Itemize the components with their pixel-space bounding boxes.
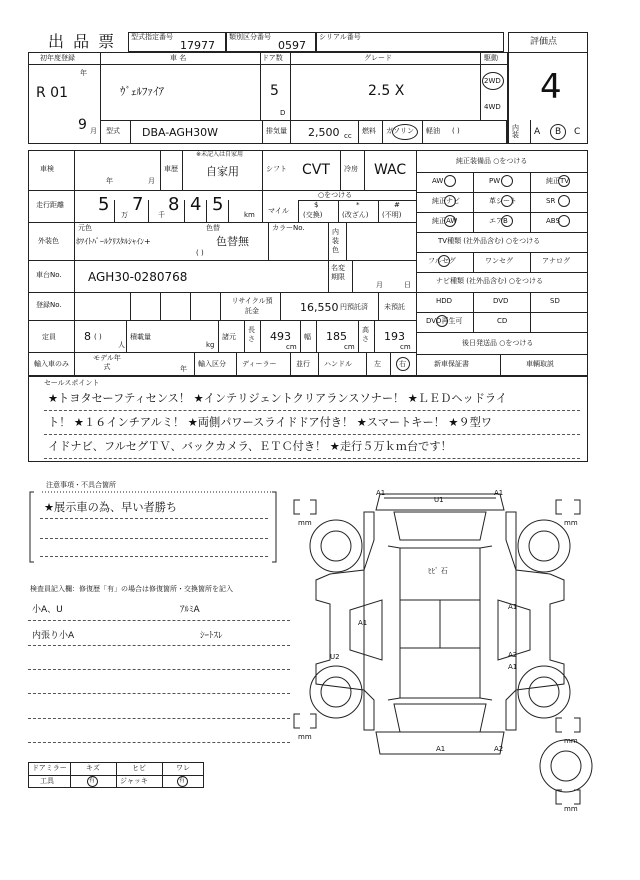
tv-item: ワンセグ [485,257,513,265]
size-label: 諸元 [222,333,236,341]
legend-h-hibi: ヒビ [132,764,146,772]
equipment-item: 純正AW [432,217,458,225]
drive-4wd: 4WD [484,103,501,111]
fuel-light: 軽油 [426,127,440,135]
navi-item: CD [497,317,508,325]
equipment-item: エアB [489,217,508,225]
fuel-paren: ( ) [452,127,460,135]
name-change-day: 日 [404,281,411,289]
width-unit: cm [344,343,355,351]
mm-spare: mm [564,805,578,813]
displacement-value: 2,500 [308,126,340,139]
tv-item: アナログ [542,257,570,265]
sales-line-1: ★トヨタセーフティセンス！ ★インテリジェントクリアランスソナー！ ★ＬＥＤヘッドライ [48,392,507,405]
score-value: 4 [540,67,562,107]
handle-right: 右 [399,360,406,368]
dealer-option: ディーラー [242,360,277,368]
import-class-label: 輸入区分 [198,360,226,368]
mileage-man: 万 [121,211,128,219]
first-reg-label: 初年度登録 [40,54,75,62]
equipment-item: PW [489,177,501,185]
capacity-value: 8 [84,330,91,343]
circle-note: ○をつける [318,191,353,199]
form-title: 出 品 票 [48,32,117,51]
navi-item: HDD [436,297,453,305]
navi-item: SD [550,297,560,305]
doors-suffix: D [280,109,286,117]
capacity-unit: 人 [118,341,125,349]
parallel-option: 並行 [296,360,310,368]
inspection-label: 車検 [40,165,54,173]
sales-line-2: ト！ ★１６インチアルミ！ ★両側パワースライドドア付き！ ★スマートキー！ ★９型ワ [48,416,493,429]
type-value: DBA-AGH30W [142,126,219,139]
mm-front-right: mm [564,519,578,527]
shift-value: CVT [302,162,330,178]
mileage-sen: 千 [158,211,165,219]
mm-rear-left: mm [298,733,312,741]
width-label: 幅 [304,333,311,341]
drive-2wd: 2WD [484,77,501,85]
tv-title: TV種類 (社外品含む) ○をつける [438,237,541,245]
month-suffix: 月 [90,127,97,135]
model-year-label: モデル年式 [93,354,121,371]
sales-point-label: セールスポイント [44,379,100,387]
registration-label: 登録No. [36,301,62,309]
car-name-value: ｳﾞｪﾙﾌｧｲｱ [120,85,164,98]
inspection-year: 年 [106,177,113,185]
inspector-row2-right: ｼｰﾄｽﾚ [200,631,223,641]
docs-title: 後日発送品 ○をつける [462,339,534,347]
equipment-item: 純正ナビ [432,197,460,205]
name-change-label: 名変期限 [331,264,345,281]
mileage-digit: 5 [212,194,224,215]
recycle-value: 16,550 [300,301,339,314]
equipment-title: 純正装備品 ○をつける [456,157,528,165]
length-value: 493 [270,330,291,343]
mileage-digit: 8 [168,194,180,215]
doors-value: 5 [270,83,279,99]
category-label: 類別区分番号 [229,33,271,41]
inspector-label: 検査員記入欄：修復歴「有」の場合は修復箇所・交換箇所を記入 [30,585,233,593]
tamper-text: (改ざん) [342,211,369,219]
recycle-label: リサイクル預託金 [231,297,273,315]
navi-title: ナビ種類 (社外品含む) ○をつける [436,277,544,285]
grade-value: 2.5 X [368,83,405,99]
paint-status: 色替無 [216,235,249,248]
paint-no-label: 色替 [206,224,220,232]
mark-a2-rear: A2 [494,745,504,753]
legend-jack: ジャッキ [120,777,148,785]
load-unit: kg [206,341,215,349]
mark-a1-side-right: A1 [508,603,518,611]
mark-a1-side-left: A1 [358,619,368,627]
inspector-row1-right: ｱﾙﾐA [180,605,200,615]
mark-hibi: ﾋﾋﾞ 石 [428,567,448,575]
first-reg-month: 9 [78,117,87,133]
width-value: 185 [326,330,347,343]
import-label: 輸入車のみ [34,360,69,368]
type-label: 型式 [106,127,120,135]
mileage-digit: 7 [132,194,144,215]
handle-left: 左 [374,360,381,368]
legend-h-ware: ワレ [176,764,190,772]
equipment-item: 純正TV [546,177,570,185]
exchange-symbol: $ [314,201,319,209]
capacity-paren: ( ) [94,333,102,341]
recycle-unpaid: 未預託 [384,303,405,311]
docs-item-manual: 車輌取説 [526,360,554,368]
interior-a: A [534,127,541,137]
equipment-item: ABS [546,217,560,225]
legend-tool: 工具 [40,777,54,785]
load-label: 積載量 [130,333,151,341]
car-name-label: 車 名 [170,54,187,62]
displacement-unit: cc [344,132,352,140]
mileage-digit: 5 [98,194,110,215]
unknown-text: (不明) [382,211,402,219]
height-value: 193 [384,330,405,343]
unknown-symbol: # [394,201,400,209]
category-value: 0597 [278,39,306,52]
fuel-label: 燃料 [362,127,376,135]
history-value: 自家用 [206,165,239,178]
height-unit: cm [400,343,411,351]
fuel-gas: ガソリン [386,127,414,135]
model-year-unit: 年 [180,365,187,373]
original-color-value: ﾎﾜｲﾄﾊﾟｰﾙｸﾘｽﾀﾙｼｬｲﾝ+ [76,237,151,246]
mileage-label: 走行距離 [36,201,64,209]
navi-item: DVD再生可 [426,317,463,325]
mile-label: マイル [268,207,289,215]
legend-h-kizu: キズ [86,764,100,772]
name-change-month: 月 [376,281,383,289]
ac-label: 冷房 [344,165,358,173]
interior-label: 内装 [512,124,519,139]
legend-h-mirror: ドアミラー [32,764,67,772]
interior-b: B [555,127,562,137]
legend-tool-value: 有 [89,777,96,784]
mileage-digit: 4 [190,194,202,215]
doors-label: ドア数 [262,54,283,62]
grade-label: グレード [364,54,392,62]
original-color-label: 元色 [78,224,92,232]
length-unit: cm [286,343,297,351]
shift-label: シフト [266,165,287,173]
mark-u2-left: U2 [330,653,340,661]
serial-label: シリアル番号 [319,33,361,41]
sales-line-3: イドナビ、フルセグＴＶ、バックカメラ、ＥＴＣ付き！ ★走行５万ｋｍ台です！ [48,440,452,453]
recycle-unit: 円預託済 [340,303,368,311]
mark-u1: U1 [434,496,444,504]
length-label: 長さ [248,326,255,343]
tamper-symbol: * [356,201,360,209]
chassis-value: AGH30-0280768 [88,270,188,284]
mark-a2-right: A2 [508,651,518,659]
displacement-label: 排気量 [266,127,287,135]
first-reg-era: R 01 [36,85,68,101]
color-no-label: カラーNo. [272,224,305,232]
mm-front-left: mm [298,519,312,527]
history-label: 車歴 [164,165,178,173]
equipment-item: AW [432,177,444,185]
equipment-item: SR [546,197,556,205]
notes-label: 注意事項・不具合箇所 [46,481,116,489]
year-suffix: 年 [80,69,87,77]
mark-a1-front-left: A1 [376,489,386,497]
model-designation-value: 17977 [180,39,215,52]
interior-color-label: 内装色 [332,228,339,254]
inspection-month: 月 [148,177,155,185]
height-label: 高さ [362,326,369,343]
legend-jack-value: 有 [179,777,186,784]
color-label: 外装色 [38,237,59,245]
inspector-row2-left: 内張り小A [32,631,75,641]
chassis-label: 車台No. [36,271,62,279]
mark-a1-rear-bottom: A1 [436,745,446,753]
mark-a1-rear: A1 [508,663,518,671]
model-designation-label: 型式指定番号 [131,33,173,41]
drive-label: 駆動 [484,54,498,62]
tv-item: フルセグ [428,257,456,265]
exchange-text: (交換) [303,211,323,219]
mark-a1-front-right: A1 [494,489,504,497]
score-label: 評価点 [530,37,558,47]
mileage-unit: km [244,211,255,219]
notes-text: ★展示車の為、早い者勝ち [44,501,178,514]
inspector-row1-left: 小A、U [32,605,63,615]
interior-c: C [574,127,581,137]
navi-item: DVD [493,297,509,305]
capacity-label: 定員 [42,333,56,341]
handle-label: ハンドル [324,360,352,368]
mm-rear-right: mm [564,737,578,745]
equipment-item: 革シート [489,197,517,205]
history-note: ※未記入は自家用 [196,151,244,158]
ac-value: WAC [374,162,407,178]
docs-item-warranty: 新車保証書 [434,360,469,368]
paint-paren: ( ) [196,249,204,257]
